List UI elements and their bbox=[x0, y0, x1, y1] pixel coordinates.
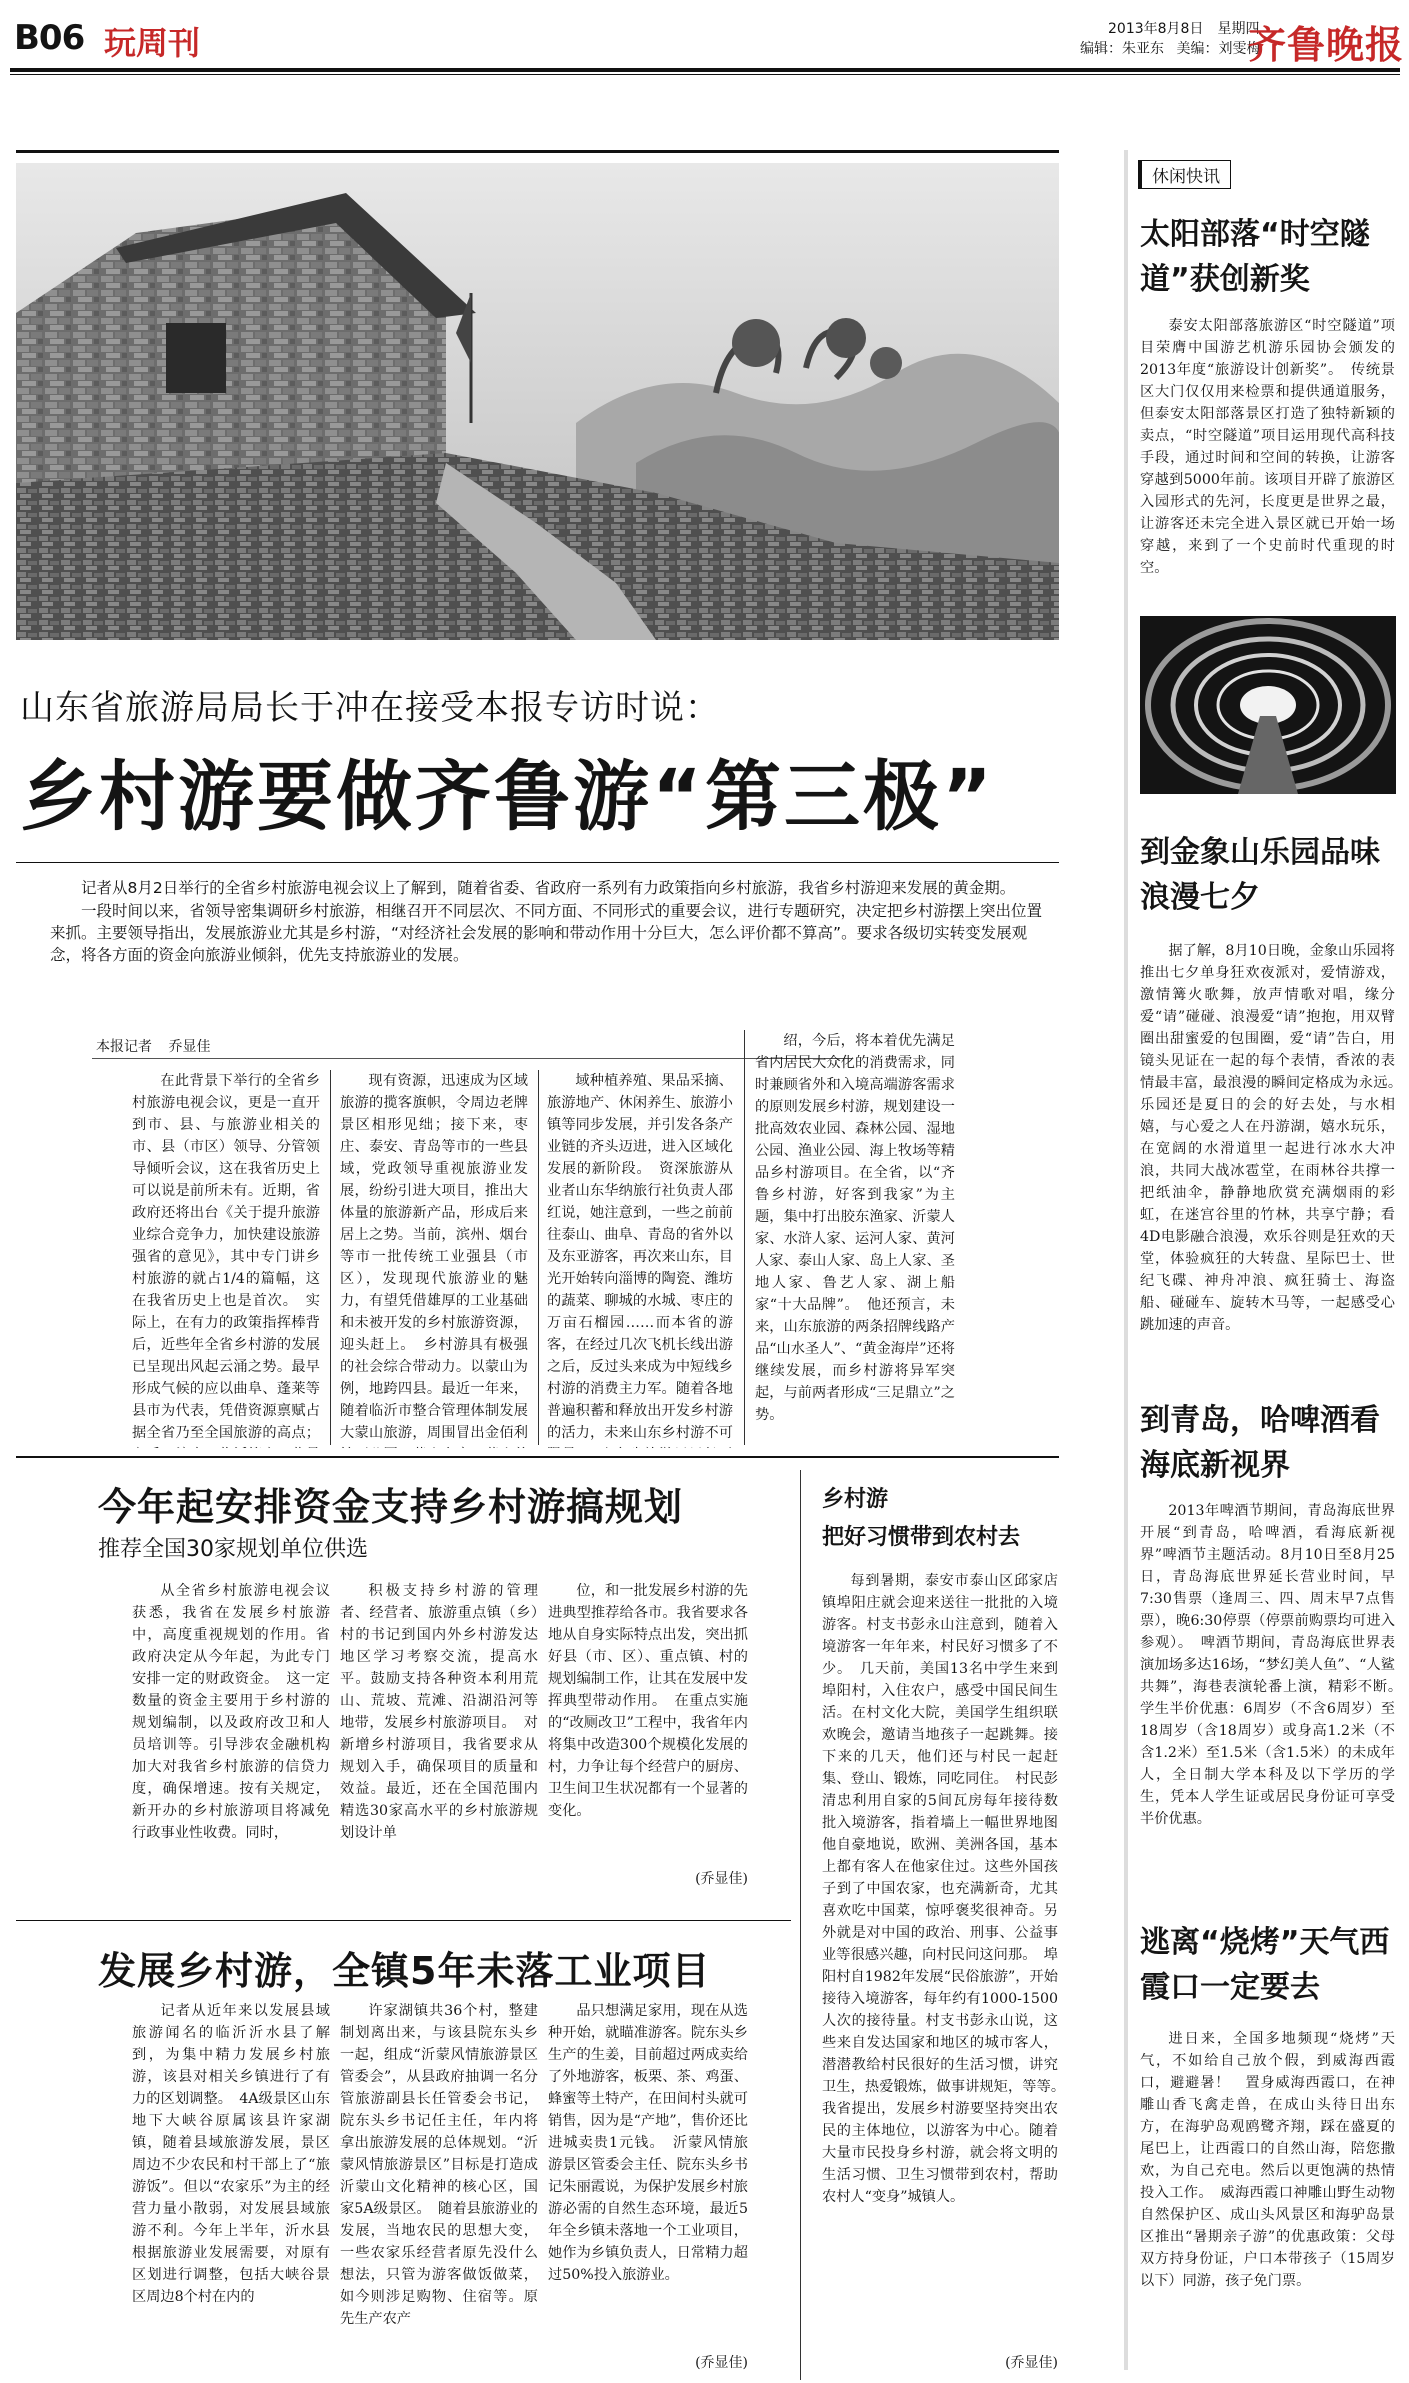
habit-headline: 把好习惯带到农村去 bbox=[822, 1525, 1021, 1550]
town-column-1: 记者从近年来以发展县域旅游闻名的临沂沂水县了解到，为集中精力发展乡村旅游，该县对相关乡镇进行了有力的区划调整。 4A级景区山东地下大峡谷原属该县许家湖镇，随着县域旅游发展，景区周边不少农民和村干部上了“旅游饭”。但以“农家乐”为主的经营力量小散弱，对发展县域旅游不利。今年上半年，沂水县根据旅游业发展需要，对原有区划进行调整，包括大峡谷景区周边8个村在内的 bbox=[132, 2003, 330, 2305]
lead-paragraph: 一段时间以来，省领导密集调研乡村旅游，相继召开不同层次、不同方面、不同形式的重要会议，进行专题研究，决定把乡村游摆上突出位置来抓。主要领导指出，发展旅游业尤其是乡村游，“对经济社会发展的影响和带动作用十分巨大，怎么评价都不算高”。要求各级切实转变发展观念，将各方面的资金向旅游业倾斜，优先支持旅游业的发展。 bbox=[50, 902, 1043, 964]
column-rule bbox=[330, 1070, 331, 1445]
masthead-rule-thin bbox=[10, 74, 1400, 75]
habit-author: (乔显佳) bbox=[1005, 2355, 1058, 2371]
town-author: (乔显佳) bbox=[695, 2355, 748, 2371]
newspaper-logo: 齐鲁晚报 bbox=[1248, 22, 1405, 67]
sidebar-item-title: 太阳部落“时空隧道”获创新奖 bbox=[1140, 217, 1370, 297]
town-column-3: 品只想满足家用，现在从选种开始，就瞄准游客。院东头乡生产的生姜，目前超过两成卖给了外地游客，板栗、茶、鸡蛋、蜂蜜等土特产，在田间村头就可销售，因为是“产地”，售价还比进城卖贵1元钱。 沂蒙风情旅游景区管委会主任、院东头乡书记朱丽霞说，为保护发展乡村旅游必需的自然生态环境，最近5年全乡镇未落地一个工业项目，她作为乡镇负责人，日常精力超过50%投入旅游业。 bbox=[548, 2003, 748, 2283]
plan-column-3: 位，和一批发展乡村游的先进典型推荐给各市。我省要求各地从自身实际特点出发，突出抓好县（市、区）、重点镇、村的规划编制工作，让其在发展中发挥典型带动作用。 在重点实施的“改厕改卫”工程中，我省年内将集中改造300个规模化发展的村，力争让每个经营户的厨房、卫生间卫生状况都有一个显著的变化。 bbox=[548, 1583, 748, 1819]
main-column-3: 域种植养殖、果品采摘、旅游地产、休闲养生、旅游小镇等同步发展，并引发各条产业链的齐头迈进，进入区域化发展的新阶段。 资深旅游从业者山东华纳旅行社负责人邵红说，她注意到，一些之前前往泰山、曲阜、青岛的省外以及东亚游客，再次来山东，目光开始转向淄博的陶瓷、潍坊的蔬菜、聊城的水城、枣庄的万亩石榴园……而本省的游客，在经过几次飞机长线出游之后，反过头来成为中短线乡村游的消费主力军。随着各地普遍积蓄和释放出开发乡村游的活力，未来山东乡村游不可 bbox=[547, 1073, 733, 1441]
plan-column-1: 从全省乡村旅游电视会议获悉，我省在发展乡村旅游中，高度重视规划的作用。省政府决定从今年起，为此专门安排一定的财政资金。 这一定数量的资金主要用于乡村游的规划编制，以及政府改卫和人员培训等。引导涉农金融机构加大对我省乡村旅游的信贷力度，确保增速。按有关规定，新开办的乡村旅游项目将减免行政事业性收费。同时， bbox=[132, 1583, 330, 1841]
sidebar-item-body: 进日来，全国多地频现“烧烤”天气，不如给自己放个假，到威海西霞口，避避暑！ 置身威海西霞口，在神雕山香飞禽走兽，在成山头待日出东方，在海驴岛观鸥鹭齐翔，踩在盛夏的尾巴上，让西霞口的自然山海，陪您撒欢，为自己充电。然后以更饱满的热情投入工作。 威海西霞口神雕山野生动物自然保护区、成山头风景区和海驴岛景区推出“暑期亲子游”的优惠政策：父母双方持身份证，户口本带孩子（15周岁以下）同游，孩子免门票。 bbox=[1140, 2031, 1395, 2289]
village-photo bbox=[16, 163, 1059, 640]
editor-name: 编辑：朱亚东 bbox=[1080, 41, 1164, 57]
town-headline: 发展乡村游，全镇5年未落工业项目 bbox=[98, 1949, 711, 1993]
page-number: B06 bbox=[14, 18, 85, 58]
section-title: 玩周刊 bbox=[104, 24, 201, 62]
lead-paragraph: 记者从8月2日举行的全省乡村旅游电视会议上了解到，随着省委、省政府一系列有力政策指向乡村旅游，我省乡村游迎来发展的黄金期。 bbox=[81, 879, 1016, 897]
plan-column-2: 积极支持乡村游的管理者、经营者、旅游重点镇（乡）村的书记到国内外乡村游发达地区学习考察交流，提高水平。鼓励支持各种资本利用荒山、荒坡、荒滩、沿湖沿河等地带，发展乡村旅游项目。 对新增乡村游项目，我省要求从规划入手，确保项目的质量和效益。最近，还在全国范围内精选30家高水平的乡村旅游规划设计单 bbox=[340, 1583, 538, 1841]
sidebar-item-body: 泰安太阳部落旅游区“时空隧道”项目荣膺中国游艺机游乐园协会颁发的2013年度“旅游设计创新奖”。 传统景区大门仅仅用来检票和提供通道服务，但泰安太阳部落景区打造了独特新颖的卖点，“时空隧道”项目运用现代高科技手段，通过时间和空间的转换，让游客穿越到5000年前。该项目开辟了旅游区入园形式的先河，长度更是世界之最，让游客还未完全进入景区就已开始一场穿越，来到了一个史前时代重现的时空。 bbox=[1140, 318, 1395, 576]
section-rule bbox=[16, 1456, 1059, 1458]
column-rule bbox=[800, 1470, 801, 2380]
column-rule bbox=[744, 1030, 745, 1445]
main-column-2: 现有资源，迅速成为区域旅游的揽客旗帜，令周边老牌景区相形见绌；接下来，枣庄、泰安、青岛等市的一些县域，党政领导重视旅游业发展，纷纷引进大项目，推出大体量的旅游新产品，形成后来居上之势。当前，滨州、烟台等市一批传统工业强县（市区），发现现代旅游业的魅力，有望凭借雄厚的工业基础和未被开发的乡村旅游资源，迎头赶上。 乡村游具有极强的社会综合带动力。以蒙山为例，地跨四县。最近一年来，随着临沂市整合管理体制发展大蒙山旅游，周围冒出金佰利 bbox=[340, 1073, 528, 1441]
lead-rule bbox=[16, 862, 1059, 863]
sidebar-item-title: 到金象山乐园品味浪漫七夕 bbox=[1140, 835, 1380, 915]
editor-credits bbox=[1080, 38, 1268, 58]
plan-headline: 今年起安排资金支持乡村游搞规划 bbox=[98, 1485, 684, 1529]
photo-top-rule bbox=[16, 150, 1059, 153]
main-headline: 乡村游要做齐鲁游“第三极” bbox=[20, 752, 995, 841]
town-column-2: 许家湖镇共36个村，整建制划离出来，与该县院东头乡一起，组成“沂蒙风情旅游景区管委会”，从县政府抽调一名分管旅游副县长任管委会书记，院东头乡书记任主任，年内将拿出旅游发展的总体规划。“沂蒙风情旅游景区”目标是打造成沂蒙山文化精神的核心区，国家5A级景区。 随着县旅游业的发展，当地农民的思想大变，一些农家乐经营者原先没什么想法，只管为游客做饭做菜，如今则涉足购物、住宿等。原先生产农产 bbox=[340, 2003, 538, 2327]
byline-rule bbox=[92, 1058, 852, 1059]
plan-author: (乔显佳) bbox=[695, 1871, 748, 1887]
column-rule bbox=[538, 1070, 539, 1445]
main-kicker: 山东省旅游局局长于冲在接受本报专访时说： bbox=[20, 688, 720, 728]
issue-date: 2013年8月8日 星期四 bbox=[1108, 21, 1260, 37]
habit-body: 每到暑期，泰安市泰山区邱家店镇埠阳庄就会迎来送往一批批的入境游客。村支书彭永山注意到，随着入境游客一年年来，村民好习惯多了不少。 几天前，美国13名中学生来到埠阳村，入住农户，感受中国民间生活。在村文化大院，美国学生组织联欢晚会，邀请当地孩子一起跳舞。接下来的几天，他们还与村民一起赶集、登山、锻炼，同吃同住。 村民彭清忠利用自家的5间瓦房每年接待数批入境游客，指着墙上一幅世界地图他自豪地说，欧洲、美洲各国，基本上都有客人在他家住过。这些外国孩子到了中国农家，也充满新奇，尤其喜欢吃中国菜，惊呼褒奖很神奇。另外就是对中国的政治、刑事、公益事业等很感兴趣，向村民问这问那。 埠阳村自1982年发展“民俗旅游”，开始接待入境游客，每年约有1000-1500人次的接待量。村支书彭永山说，这些来自发达国家和地区的城市客人，潜潜教给村民很好的生活习惯，讲究卫生，热爱锻炼，做事讲规矩，等等。 我省提出，发展乡村游要坚持突出农民的主体地位，以游客为中心。随着大量市民投身乡村游，就会将文明的生活习惯、卫生习惯带到农村，帮助农村人“变身”城镇人。 bbox=[822, 1573, 1058, 2205]
designer-name: 美编：刘雯梅 bbox=[1176, 41, 1261, 57]
sidebar-item-title: 到青岛，哈啤酒看海底新视界 bbox=[1140, 1403, 1380, 1483]
main-column-1: 在此背景下举行的全省乡村旅游电视会议，更是一直开到市、县、与旅游业相关的市、县（市区）领导、分管领导倾听会议，这在我省历史上可以说是前所未有。近期，省政府还将出台《关于提升旅游业综合竞争力，加快建设旅游强省的意见》，其中专门讲乡村旅游的就占1/4的篇幅，这在我省历史上也是首次。 实际上，在有力的政策指挥棒背后，近些年全省乡村游的发展已呈现出风起云涌之势。最早形成气候的应以曲阜、蓬莱等县市为代表，凭借资源禀赋占据全省乃至全国旅游的高点； bbox=[132, 1073, 320, 1441]
sidebar-item-body: 2013年啤酒节期间，青岛海底世界开展“到青岛，哈啤酒，看海底新视界”啤酒节主题活动。8月10日至8月25日，青岛海底世界延长营业时间，早7:30售票（逢周三、四、周末早7点售票），晚6:30停票（停票前购票均可进入参观）。 啤酒节期间，青岛海底世界表演加场多达16场，“梦幻美人鱼”、“人鲨共舞”，海巷表演轮番上演，精彩不断。 学生半价优惠：6周岁（不含6周岁）至18周岁（含18周岁）或身高1.2米（不含1.2米）至1.5米（含1.5米）的未成年人，全日制大学本科及以下学历的学生，凭本人学生证或居民身份证可享受半价优惠。 bbox=[1140, 1503, 1395, 1827]
main-column-4: 绍，今后，将本着优先满足省内居民大众化的消费需求，同时兼顾省外和入境高端游客需求的原则发展乡村游，规划建设一批高效农业园、森林公园、湿地公园、渔业公园、海上牧场等精品乡村游项目。在全省，以“齐鲁乡村游，好客到我家”为主题，集中打出胶东渔家、沂蒙人家、水浒人家、运河人家、黄河人家、泰山人家、岛上人家、圣地人家、鲁艺人家、湖上船家“十大品牌”。 他还预言，未来，山东旅游的两条招牌线路产品“山水圣人”、“黄金海岸”还将继续发展，而乡村游将异军突起，与前两者形成“三足鼎立”之势。 bbox=[755, 1033, 955, 1423]
sidebar-item-body: 据了解，8月10日晚，金象山乐园将推出七夕单身狂欢夜派对，爱情游戏，激情篝火歌舞，放声情歌对唱，缘分爱“请”碰碰、浪漫爱“请”抱抱，用双臂圈出甜蜜爱的包围圈，爱“请”告白，用镜头见证在一起的每个表情，香浓的表情最丰富，最浪漫的瞬间定格成为永远。 乐园还是夏日的会的好去处，与水相嬉，与心爱之人在丹游湖，嬉水玩乐，在宽阔的水滑道里一起进行冰水大冲浪，共同大战冰雹堂，在雨林谷共撑一把纸油伞，静静地欣赏充满烟雨的彩虹，在迷宫谷里的竹林，共享宁静；看4D电影融合浪漫，欢乐谷则是狂欢的天堂，体验疯狂的大转盘、星际巴士、世纪飞碟、神舟冲浪、疯狂骑士、海盗船、碰碰车、旋转木马等，一起感受心跳加速的声音。 bbox=[1140, 943, 1395, 1333]
sidebar-label: 休闲快讯 bbox=[1138, 160, 1231, 189]
byline-name: 乔显佳 bbox=[168, 1039, 211, 1055]
habit-label: 乡村游 bbox=[822, 1487, 889, 1512]
byline bbox=[96, 1036, 222, 1056]
plan-deck: 推荐全国30家规划单位供选 bbox=[98, 1537, 368, 1562]
photo-window bbox=[166, 323, 226, 393]
section-rule-2 bbox=[16, 1920, 791, 1921]
sidebar-item-title: 逃离“烧烤”天气西霞口一定要去 bbox=[1140, 1925, 1390, 2005]
lead-paragraphs bbox=[50, 877, 1050, 967]
masthead-rule bbox=[10, 68, 1400, 72]
byline-label: 本报记者 bbox=[96, 1039, 152, 1055]
sidebar-divider bbox=[1124, 150, 1128, 2370]
tunnel-photo bbox=[1140, 616, 1396, 794]
